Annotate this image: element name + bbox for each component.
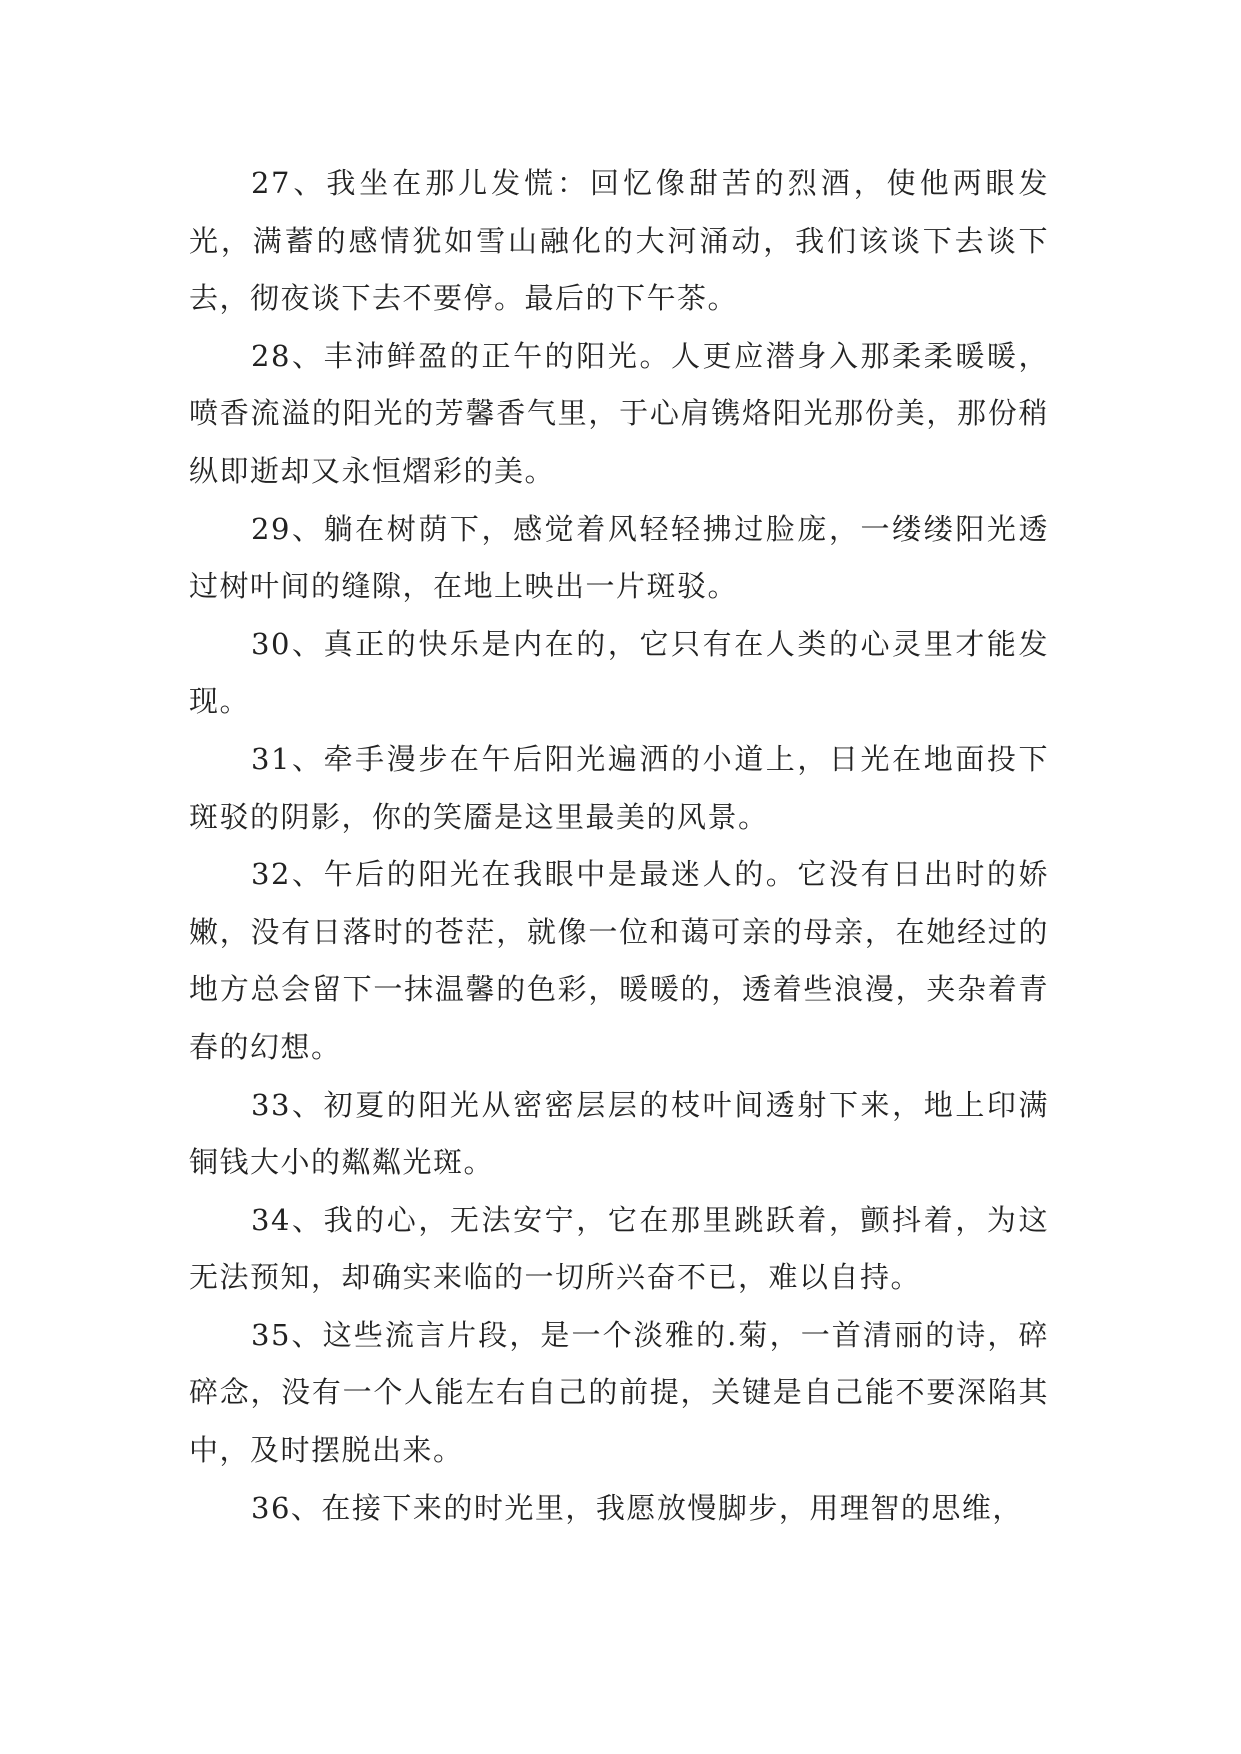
paragraph-34: 34、我的心，无法安宁，它在那里跳跃着，颤抖着，为这无法预知，却确实来临的一切所兴奋不已，难以自持。: [189, 1202, 1049, 1295]
paragraph-33: 33、初夏的阳光从密密层层的枝叶间透射下来，地上印满铜钱大小的粼粼光斑。: [189, 1087, 1049, 1180]
paragraph-29: 29、躺在树荫下，感觉着风轻轻拂过脸庞，一缕缕阳光透过树叶间的缝隙，在地上映出一片斑驳。: [189, 511, 1049, 604]
paragraph-27: 27、我坐在那儿发慌：回忆像甜苦的烈酒，使他两眼发光，满蓄的感情犹如雪山融化的大河涌动，我们该谈下去谈下去，彻夜谈下去不要停。最后的下午茶。: [189, 166, 1049, 316]
paragraph-35: 35、这些流言片段，是一个淡雅的.菊，一首清丽的诗，碎碎念，没有一个人能左右自己的前提，关键是自己能不要深陷其中，及时摆脱出来。: [189, 1317, 1049, 1468]
document-body: [189, 155, 1049, 1537]
paragraph-28: 28、丰沛鲜盈的正午的阳光。人更应潜身入那柔柔暖暖，喷香流溢的阳光的芳馨香气里，于心肩镌烙阳光那份美，那份稍纵即逝却又永恒熠彩的美。: [189, 338, 1049, 488]
paragraph-31: 31、牵手漫步在午后阳光遍洒的小道上，日光在地面投下斑驳的阴影，你的笑靥是这里最美的风景。: [189, 741, 1049, 834]
paragraph-32: 32、午后的阳光在我眼中是最迷人的。它没有日出时的娇嫩，没有日落时的苍茫，就像一位和蔼可亲的母亲，在她经过的地方总会留下一抹温馨的色彩，暖暖的，透着些浪漫，夹杂着青春的幻想。: [189, 857, 1049, 1064]
paragraph-30: 30、真正的快乐是内在的，它只有在人类的心灵里才能发现。: [189, 626, 1049, 719]
paragraph-36: 36、在接下来的时光里，我愿放慢脚步，用理智的思维，: [251, 1490, 1023, 1525]
